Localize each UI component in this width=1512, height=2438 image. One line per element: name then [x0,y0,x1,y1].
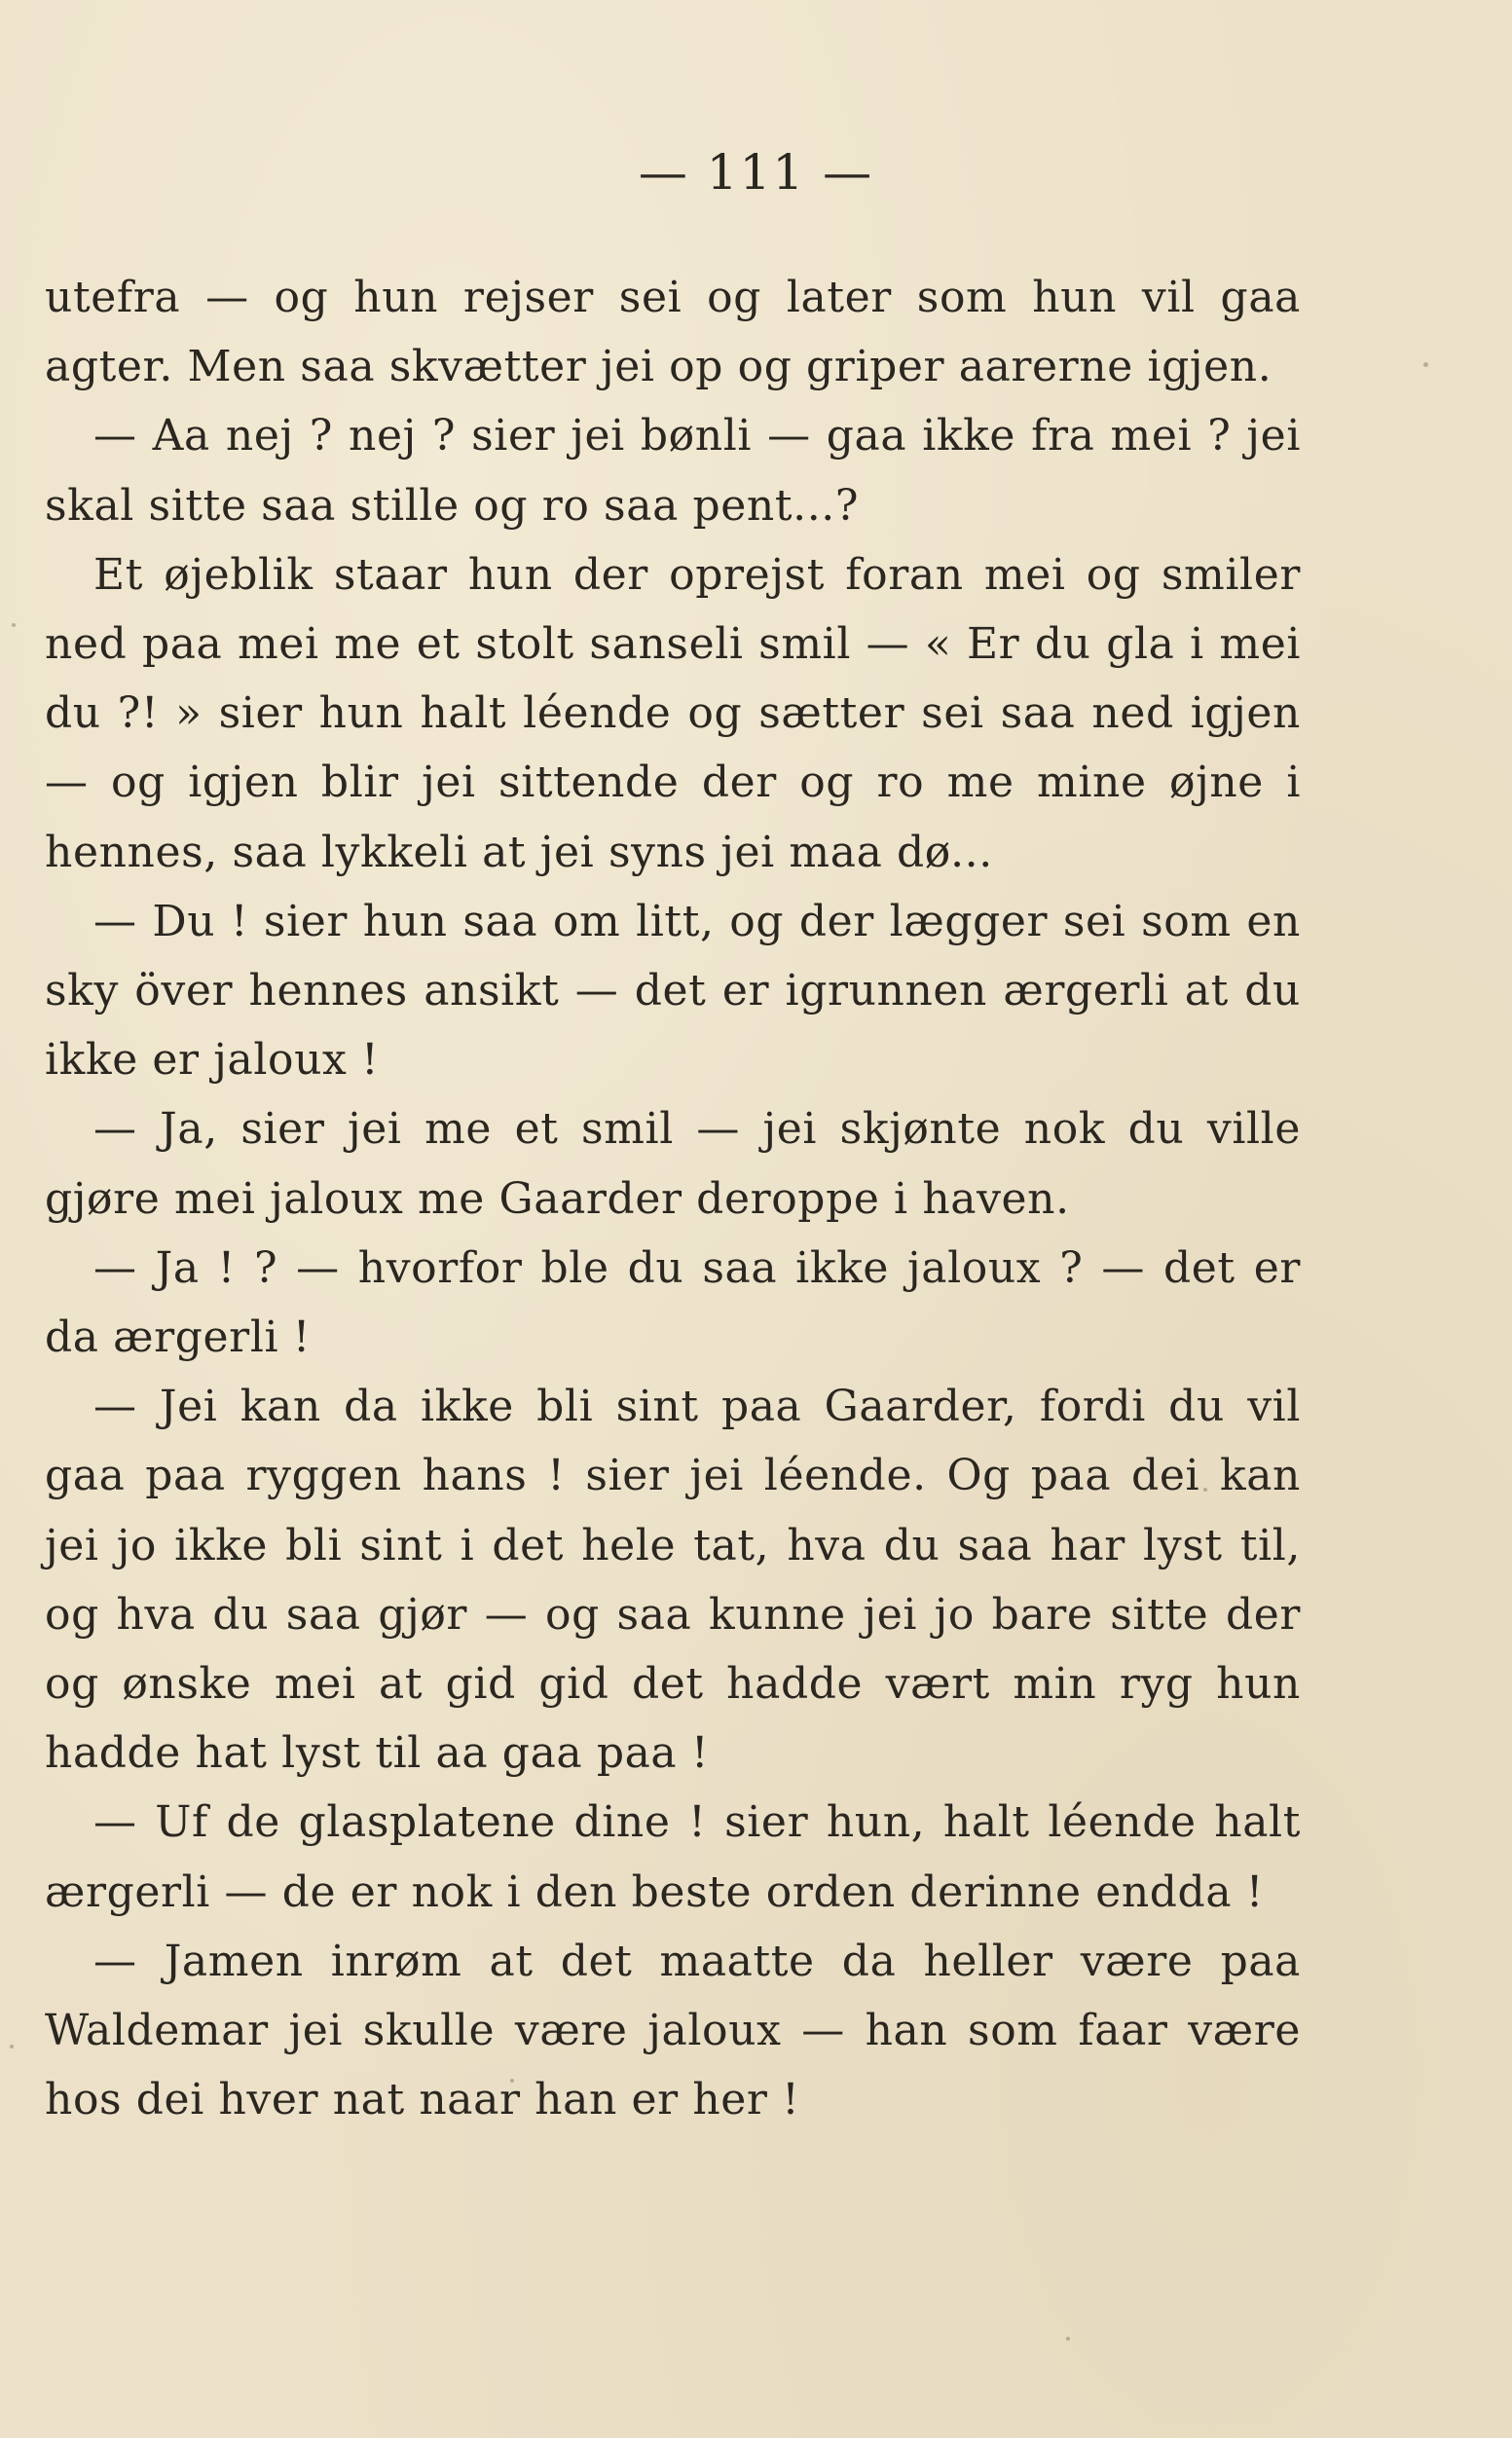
paragraph-narration: Et øjeblik staar hun der oprejst foran mei og smiler ned paa mei me et stolt sanseli smil — « Er du gla i mei du ?! » sier hun halt léende og sætter sei saa ned igjen — og igjen blir jei sittende der og ro me mine øjne i hennes, saa lykkeli at jei syns jei maa dø... [45,549,1301,877]
paragraph-dialogue: — Du ! sier hun saa om litt, og der lægger sei som en sky över hennes ansikt — det er igrunnen ærgerli at du ikke er jaloux ! [45,896,1301,1086]
paper-speck [10,2045,14,2049]
paragraph-dialogue: — Jei kan da ikke bli sint paa Gaarder, fordi du vil gaa paa ryggen hans ! sier jei léende. Og paa dei kan jei jo ikke bli sint i det hele tat, hva du saa har lyst til, og hva du saa gjør — og saa kunne jei jo bare sitte der og ønske mei at gid gid det hadde vært min ryg hun hadde hat lyst til aa gaa paa ! [45,1382,1301,1779]
paragraph-dialogue: — Ja ! ? — hvorfor ble du saa ikke jaloux ? — det er da ærgerli ! [45,1242,1301,1363]
paper-speck [1423,362,1428,367]
paragraph-dialogue: — Uf de glasplatene dine ! sier hun, halt léende halt ærgerli — de er nok i den beste orden derinne endda ! [45,1797,1301,1917]
paper-speck [1203,1488,1207,1492]
page-number: — 111 — [638,144,874,201]
paragraph-continuation: utefra — og hun rejser sei og later som hun vil gaa agter. Men saa skvætter jei op og griper aarerne igjen. [45,273,1301,392]
paper-speck [510,2079,514,2083]
paper-speck [1066,2337,1070,2341]
paragraph-dialogue: — Aa nej ? nej ? sier jei bønli — gaa ikke fra mei ? jei skal sitte saa stille og ro saa pent...? [45,411,1301,531]
paragraph-dialogue: — Jamen inrøm at det maatte da heller være paa Waldemar jei skulle være jaloux — han som faar være hos dei hver nat naar han er her ! [45,1936,1301,2125]
paragraph-dialogue: — Ja, sier jei me et smil — jei skjønte nok du ville gjøre mei jaloux me Gaarder deroppe i haven. [45,1104,1301,1224]
paper-speck [12,623,16,627]
body-text [45,263,1301,2134]
